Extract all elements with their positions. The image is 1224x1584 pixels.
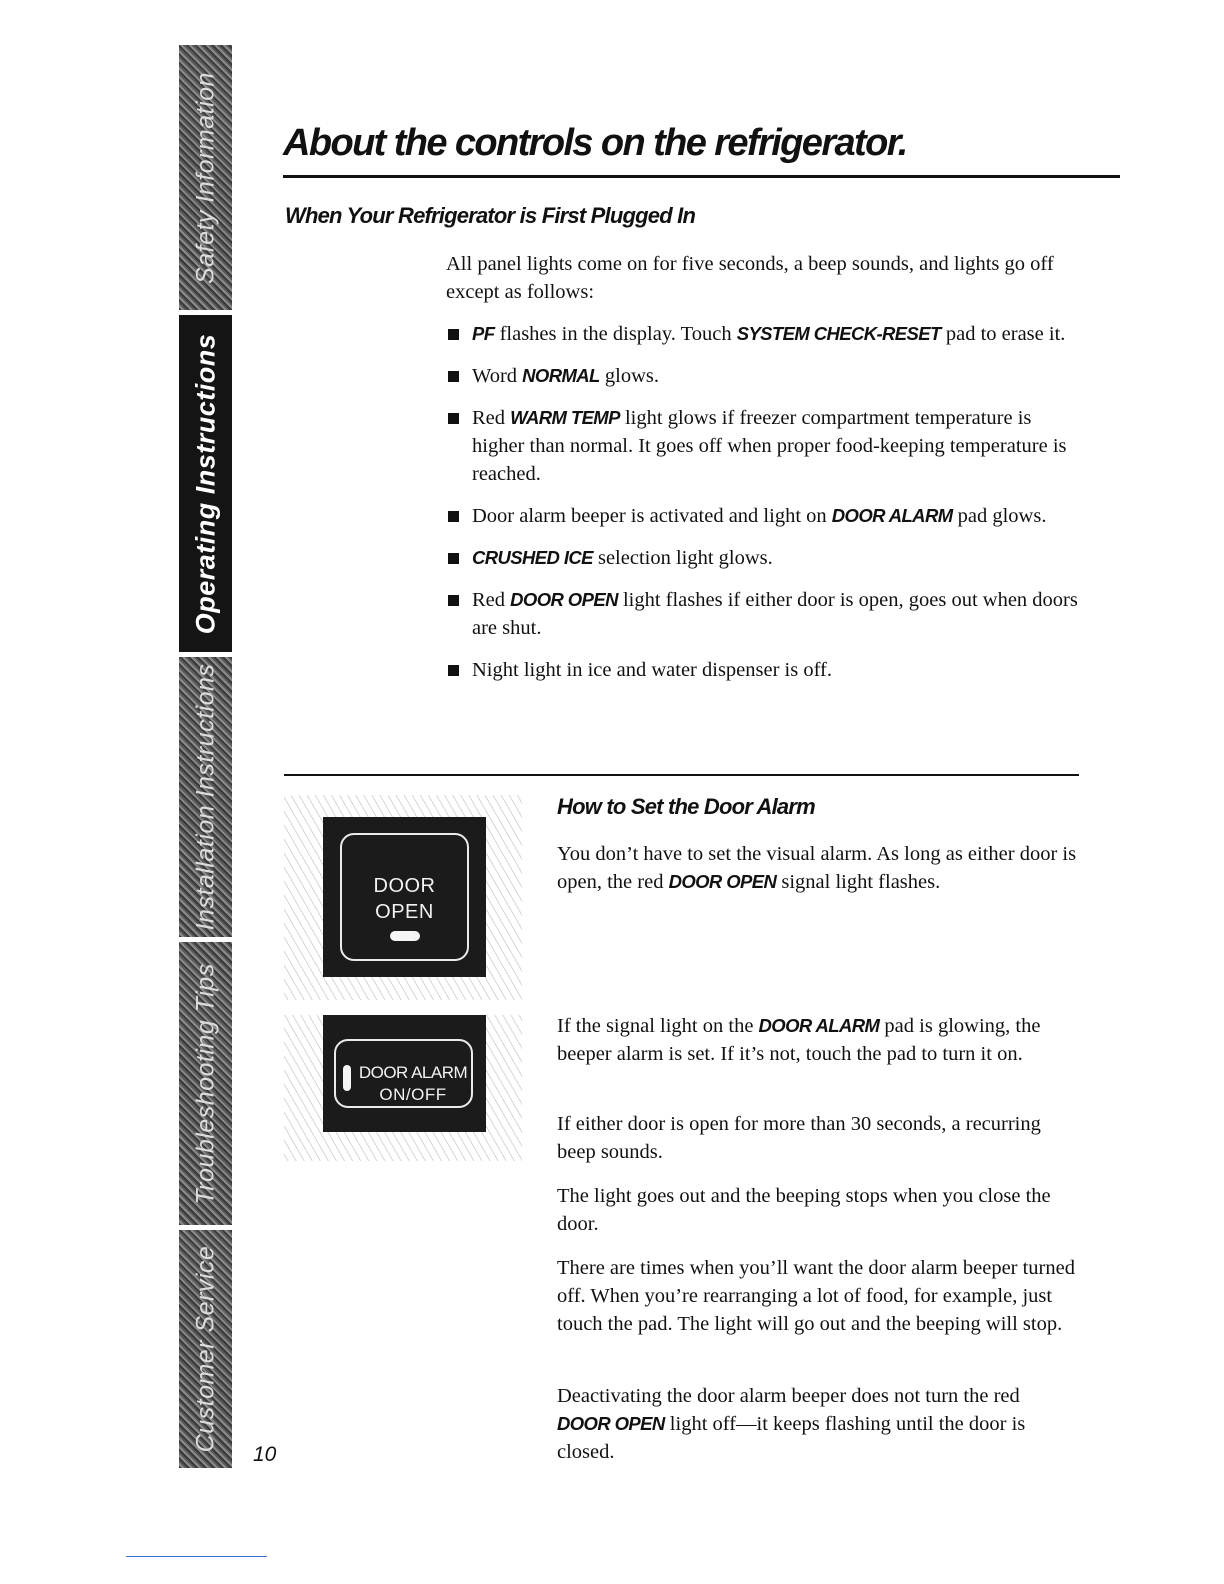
bullet-icon — [448, 371, 459, 382]
list-item — [446, 586, 1086, 642]
para-text: light off—it keeps flashing until the door is closed. — [557, 1413, 1026, 1463]
list-item — [446, 320, 1086, 348]
list-item — [446, 656, 1086, 684]
keyword: DOOR OPEN — [668, 871, 777, 892]
item-text: Door alarm beeper is activated and light on — [472, 505, 832, 527]
door-open-label-2: OPEN — [375, 901, 434, 923]
door-open-label-1: DOOR — [373, 875, 436, 897]
bullet-icon — [448, 511, 459, 522]
para-text: If the signal light on the — [557, 1015, 759, 1037]
tab-safety-information[interactable] — [179, 45, 232, 310]
tab-label: Troubleshooting Tips — [191, 962, 219, 1205]
door-alarm-label-2: ON/OFF — [379, 1085, 447, 1104]
list-item — [446, 544, 1086, 572]
tab-label: Installation Instructions — [191, 663, 219, 931]
list-item — [446, 404, 1086, 488]
item-text: light flashes if either door is open, goes out when doors are shut. — [472, 589, 1078, 639]
footer-line — [126, 1556, 267, 1557]
intro-paragraph: All panel lights come on for five seconds, a beep sounds, and lights go off except as follows: — [446, 253, 1054, 303]
keyword: NORMAL — [522, 365, 600, 386]
bullet-icon — [448, 553, 459, 564]
item-text: Red — [472, 589, 511, 611]
bullet-icon — [448, 413, 459, 424]
keyword: DOOR OPEN — [557, 1413, 665, 1434]
paragraph: If either door is open for more than 30 seconds, a recurring beep sounds. — [557, 1113, 1041, 1163]
list-item — [446, 362, 1086, 390]
list-item — [446, 502, 1086, 530]
item-text: light glows if freezer compartment temperature is higher than normal. It goes off when proper food-keeping temperature is reached. — [472, 407, 1067, 485]
section-rule — [284, 774, 1079, 776]
keyword: WARM TEMP — [510, 407, 620, 428]
item-text: pad to erase it. — [940, 323, 1066, 345]
item-text: selection light glows. — [592, 547, 773, 569]
item-text: flashes in the display. Touch — [494, 323, 737, 345]
item-text: Red — [472, 407, 511, 429]
item-text: glows. — [599, 365, 659, 387]
tab-operating-instructions[interactable] — [179, 315, 232, 652]
keyword: PF — [472, 323, 495, 344]
keyword: SYSTEM CHECK-RESET — [736, 323, 941, 344]
door-open-figure — [284, 795, 522, 1000]
item-text: Word — [472, 365, 523, 387]
paragraph: There are times when you’ll want the door alarm beeper turned off. When you’re rearranging a lot of food, for example, just touch the pad. The light will go out and the beeping will stop. — [557, 1257, 1075, 1335]
indicator-light-icon — [390, 931, 420, 941]
indicator-light-icon — [343, 1065, 351, 1091]
paragraph: The light goes out and the beeping stops when you close the door. — [557, 1185, 1051, 1235]
tab-label: Safety Information — [191, 71, 219, 284]
door-alarm-figure — [284, 1015, 522, 1161]
section-heading-door-alarm: How to Set the Door Alarm — [557, 794, 815, 819]
para-text: pad is glowing, the beeper alarm is set. If it’s not, touch the pad to turn it on. — [557, 1015, 1041, 1065]
bullet-icon — [448, 595, 459, 606]
door-alarm-label-1: DOOR ALARM — [358, 1063, 468, 1082]
keyword: DOOR OPEN — [510, 589, 618, 610]
page-number: 10 — [253, 1443, 277, 1466]
bullet-icon — [448, 329, 459, 340]
section-tabs — [179, 45, 232, 1468]
door-alarm-pad — [323, 1015, 486, 1132]
para-text: signal light flashes. — [776, 871, 941, 893]
door-open-pad — [323, 817, 486, 977]
para-text: You don’t have to set the visual alarm. As long as either door is open, the red — [557, 843, 1077, 893]
paragraph — [557, 1382, 1077, 1466]
keyword: DOOR ALARM — [758, 1015, 880, 1036]
tab-customer-service[interactable] — [179, 1230, 232, 1468]
tab-installation-instructions[interactable] — [179, 657, 232, 937]
paragraph — [557, 840, 1077, 896]
tab-label: Customer Service — [191, 1245, 219, 1453]
title-rule — [283, 175, 1120, 178]
paragraph — [557, 1012, 1077, 1068]
keyword: DOOR ALARM — [831, 505, 953, 526]
tab-label: Operating Instructions — [190, 333, 220, 634]
section-heading-first-plugged-in: When Your Refrigerator is First Plugged In — [285, 203, 696, 228]
bullet-icon — [448, 665, 459, 676]
status-list — [446, 320, 1086, 698]
item-text: pad glows. — [952, 505, 1047, 527]
para-text: Deactivating the door alarm beeper does not turn the red — [557, 1385, 1020, 1407]
tab-troubleshooting-tips[interactable] — [179, 942, 232, 1225]
item-text: Night light in ice and water dispenser is off. — [472, 659, 833, 681]
keyword: CRUSHED ICE — [472, 547, 593, 568]
page-title: About the controls on the refrigerator. — [283, 122, 907, 164]
